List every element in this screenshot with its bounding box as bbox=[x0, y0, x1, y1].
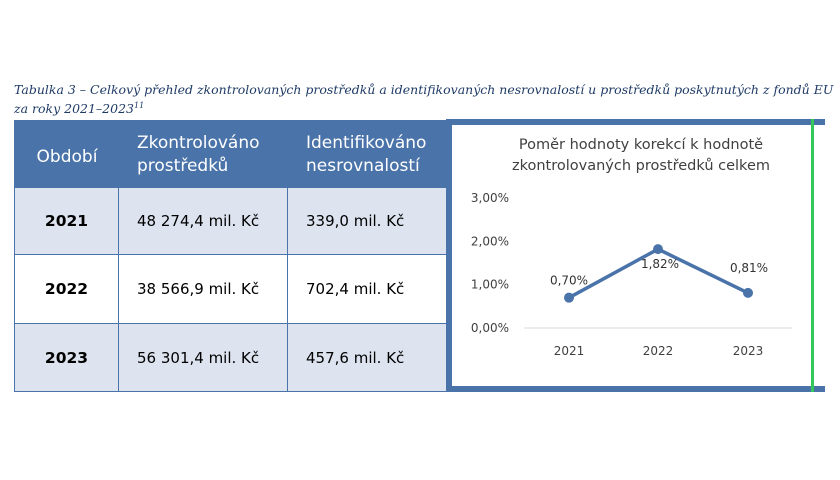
table-row bbox=[15, 255, 447, 324]
y-tick-label: 2,00% bbox=[470, 234, 509, 249]
row-identified: 339,0 mil. Kč bbox=[288, 188, 447, 255]
table-header-row bbox=[15, 120, 447, 188]
x-tick-label: 2021 bbox=[553, 344, 585, 358]
data-label: 0,70% bbox=[549, 273, 589, 288]
header-identified: Identifikováno nesrovnalostí bbox=[306, 133, 427, 176]
row-checked: 38 566,9 mil. Kč bbox=[119, 255, 288, 324]
row-year: 2023 bbox=[15, 324, 119, 392]
row-identified: 702,4 mil. Kč bbox=[288, 255, 447, 324]
row-year: 2021 bbox=[15, 188, 119, 255]
x-tick-label: 2023 bbox=[732, 344, 764, 358]
data-label: 0,81% bbox=[729, 260, 769, 275]
chart-title-line: zkontrolovaných prostředků celkem bbox=[512, 158, 770, 174]
table-caption bbox=[14, 82, 836, 117]
frame-accent-line bbox=[811, 119, 814, 392]
y-tick-label: 1,00% bbox=[470, 277, 509, 292]
caption-footnote: 11 bbox=[134, 101, 145, 110]
row-checked: 48 274,4 mil. Kč bbox=[119, 188, 288, 255]
row-year: 2022 bbox=[15, 255, 119, 324]
row-identified: 457,6 mil. Kč bbox=[288, 324, 447, 392]
chart-title-line: Poměr hodnoty korekcí k hodnotě bbox=[518, 137, 764, 153]
table-row bbox=[15, 188, 447, 255]
x-tick-label: 2022 bbox=[642, 344, 674, 358]
row-checked: 56 301,4 mil. Kč bbox=[119, 324, 288, 392]
y-tick-label: 0,00% bbox=[470, 321, 509, 335]
caption-text: Tabulka 3 – Celkový přehled zkontrolovaných prostředků a identifikovaných nesrovnalostí u prostředků poskytnutých z fondů EU za roky 2021–2023 bbox=[14, 82, 834, 117]
chart-frame bbox=[446, 119, 825, 392]
data-point bbox=[564, 293, 574, 303]
table-row bbox=[15, 324, 447, 392]
ratio-line-chart bbox=[446, 119, 825, 392]
data-point bbox=[743, 288, 753, 298]
data-point bbox=[653, 244, 663, 254]
data-label: 1,82% bbox=[640, 257, 680, 272]
y-tick-label: 3,00% bbox=[470, 191, 509, 205]
header-checked: Zkontrolováno prostředků bbox=[137, 133, 260, 176]
header-period: Období bbox=[36, 147, 98, 167]
summary-table bbox=[14, 120, 446, 392]
